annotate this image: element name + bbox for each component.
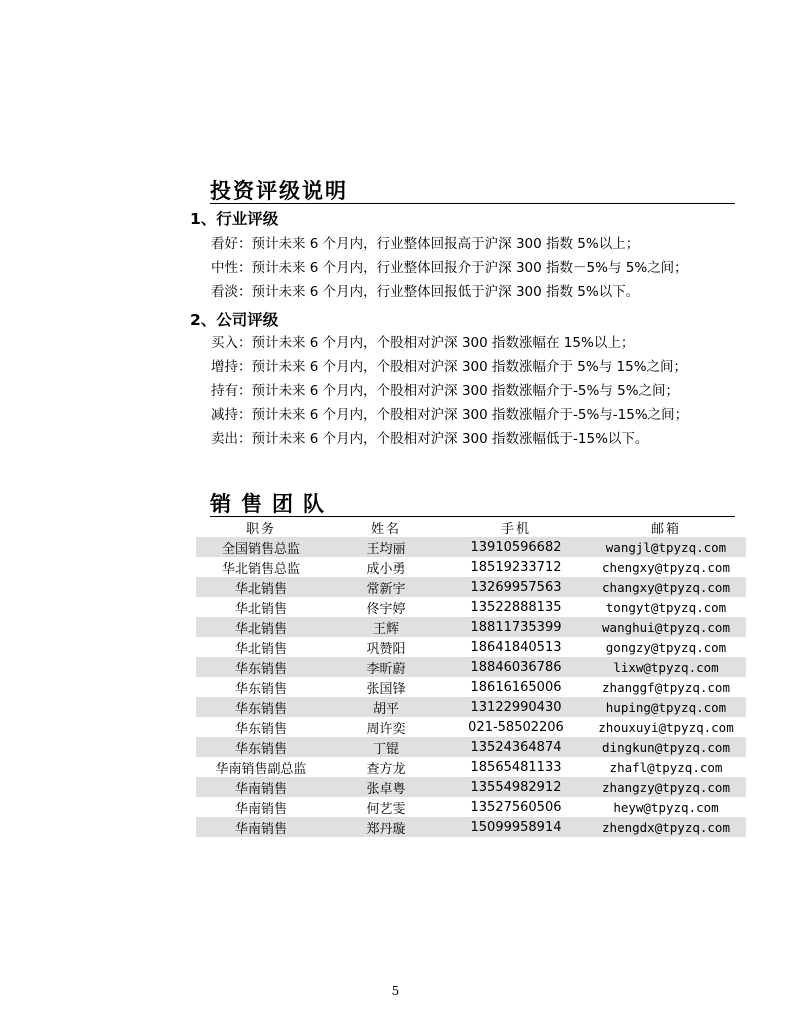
email-cell: lixw@tpyzq.com (586, 657, 746, 677)
role-cell: 华东销售 (196, 737, 326, 757)
role-cell: 华北销售 (234, 601, 287, 617)
email-cell: heyw@tpyzq.com (613, 799, 719, 815)
phone-cell: 18811735399 (446, 617, 586, 637)
email-cell: dingkun@tpyzq.com (586, 737, 746, 757)
name-cell: 王均丽 (326, 537, 446, 557)
table-row (196, 637, 746, 657)
name-cell: 成小勇 (366, 561, 406, 577)
sales-team-title: 销售团队 (210, 492, 334, 516)
table-row (196, 537, 746, 557)
name-cell: 周许奕 (366, 721, 406, 737)
table-row (196, 757, 746, 777)
header-role: 职务 (245, 521, 276, 537)
phone-cell: 15099958914 (446, 817, 586, 837)
role-cell: 华北销售总监 (221, 561, 300, 577)
email-cell: huping@tpyzq.com (586, 697, 746, 717)
company-rating-line: 减持：预计未来 6 个月内，个股相对沪深 300 指数涨幅介于-5%与-15%之间； (211, 407, 689, 423)
email-cell: changxy@tpyzq.com (586, 577, 746, 597)
phone-cell: 13554982912 (446, 777, 586, 797)
phone-cell: 18616165006 (470, 679, 562, 695)
table-row (196, 797, 746, 817)
header-phone: 手机 (500, 521, 531, 537)
phone-cell: 13269957563 (446, 577, 586, 597)
name-cell: 常新宇 (326, 577, 446, 597)
role-cell: 华东销售 (234, 681, 287, 697)
table-row (196, 557, 746, 577)
company-rating-line: 卖出：预计未来 6 个月内，个股相对沪深 300 指数涨幅低于-15%以下。 (211, 431, 649, 447)
table-row (196, 717, 746, 737)
role-cell: 全国销售总监 (196, 537, 326, 557)
industry-rating-line: 看好：预计未来 6 个月内，行业整体回报高于沪深 300 指数 5%以上； (211, 236, 640, 252)
phone-cell: 18846036786 (446, 657, 586, 677)
table-row (196, 697, 746, 717)
role-cell: 华东销售 (234, 721, 287, 737)
name-cell: 佟宇婷 (366, 601, 406, 617)
industry-rating-line: 看淡：预计未来 6 个月内，行业整体回报低于沪深 300 指数 5%以下。 (211, 284, 640, 300)
role-cell: 华北销售 (196, 617, 326, 637)
phone-cell: 18519233712 (470, 559, 562, 575)
phone-cell: 18565481133 (470, 759, 562, 775)
name-cell: 李昕蔚 (326, 657, 446, 677)
rating-title: 投资评级说明 (210, 179, 348, 203)
role-cell: 华南销售副总监 (215, 761, 307, 777)
email-cell: wangjl@tpyzq.com (586, 537, 746, 557)
header-name: 姓名 (370, 521, 401, 537)
email-cell: zhangzy@tpyzq.com (586, 777, 746, 797)
company-rating-line: 持有：预计未来 6 个月内，个股相对沪深 300 指数涨幅介于-5%与 5%之间； (211, 383, 680, 399)
phone-cell: 13122990430 (446, 697, 586, 717)
company-rating-line: 买入：预计未来 6 个月内，个股相对沪深 300 指数涨幅在 15%以上； (211, 335, 635, 351)
role-cell: 华北销售 (196, 577, 326, 597)
role-cell: 华东销售 (196, 657, 326, 677)
name-cell: 王辉 (326, 617, 446, 637)
role-cell: 华南销售 (196, 777, 326, 797)
name-cell: 郑丹璇 (326, 817, 446, 837)
name-cell: 丁锟 (326, 737, 446, 757)
role-cell: 华南销售 (234, 801, 287, 817)
email-cell: wanghui@tpyzq.com (586, 617, 746, 637)
email-cell: chengxy@tpyzq.com (602, 559, 730, 575)
table-row (196, 677, 746, 697)
email-cell: gongzy@tpyzq.com (605, 639, 727, 655)
email-cell: zhafl@tpyzq.com (609, 759, 723, 775)
email-cell: tongyt@tpyzq.com (605, 599, 727, 615)
phone-cell: 13527560506 (470, 799, 562, 815)
industry-rating-line: 中性：预计未来 6 个月内，行业整体回报介于沪深 300 指数－5%与 5%之间； (211, 260, 688, 276)
role-cell: 华北销售 (234, 641, 287, 657)
role-cell: 华东销售 (196, 697, 326, 717)
industry-rating-heading: 1、行业评级 (190, 210, 279, 228)
sales-team-table (196, 517, 746, 837)
phone-cell: 13524364874 (446, 737, 586, 757)
email-cell: zhouxuyi@tpyzq.com (598, 719, 734, 735)
table-header-row (196, 517, 746, 537)
header-email: 邮箱 (650, 521, 681, 537)
name-cell: 张卓粤 (326, 777, 446, 797)
phone-cell: 18641840513 (470, 639, 562, 655)
company-rating-heading: 2、公司评级 (190, 311, 279, 329)
name-cell: 胡平 (326, 697, 446, 717)
table-row (196, 577, 746, 597)
phone-cell: 021-58502206 (468, 719, 564, 735)
table-row (196, 777, 746, 797)
role-cell: 华南销售 (196, 817, 326, 837)
phone-cell: 13522888135 (470, 599, 562, 615)
email-cell: zhanggf@tpyzq.com (602, 679, 730, 695)
table-row (196, 597, 746, 617)
table-row (196, 817, 746, 837)
name-cell: 张国锋 (366, 681, 406, 697)
rating-title-rule (210, 203, 735, 204)
table-row (196, 737, 746, 757)
name-cell: 何艺雯 (366, 801, 406, 817)
phone-cell: 13910596682 (446, 537, 586, 557)
page-number: 5 (391, 984, 400, 998)
email-cell: zhengdx@tpyzq.com (586, 817, 746, 837)
company-rating-line: 增持：预计未来 6 个月内，个股相对沪深 300 指数涨幅介于 5%与 15%之间； (211, 359, 688, 375)
name-cell: 巩赞阳 (366, 641, 406, 657)
table-row (196, 617, 746, 637)
name-cell: 查方龙 (366, 761, 406, 777)
table-row (196, 657, 746, 677)
